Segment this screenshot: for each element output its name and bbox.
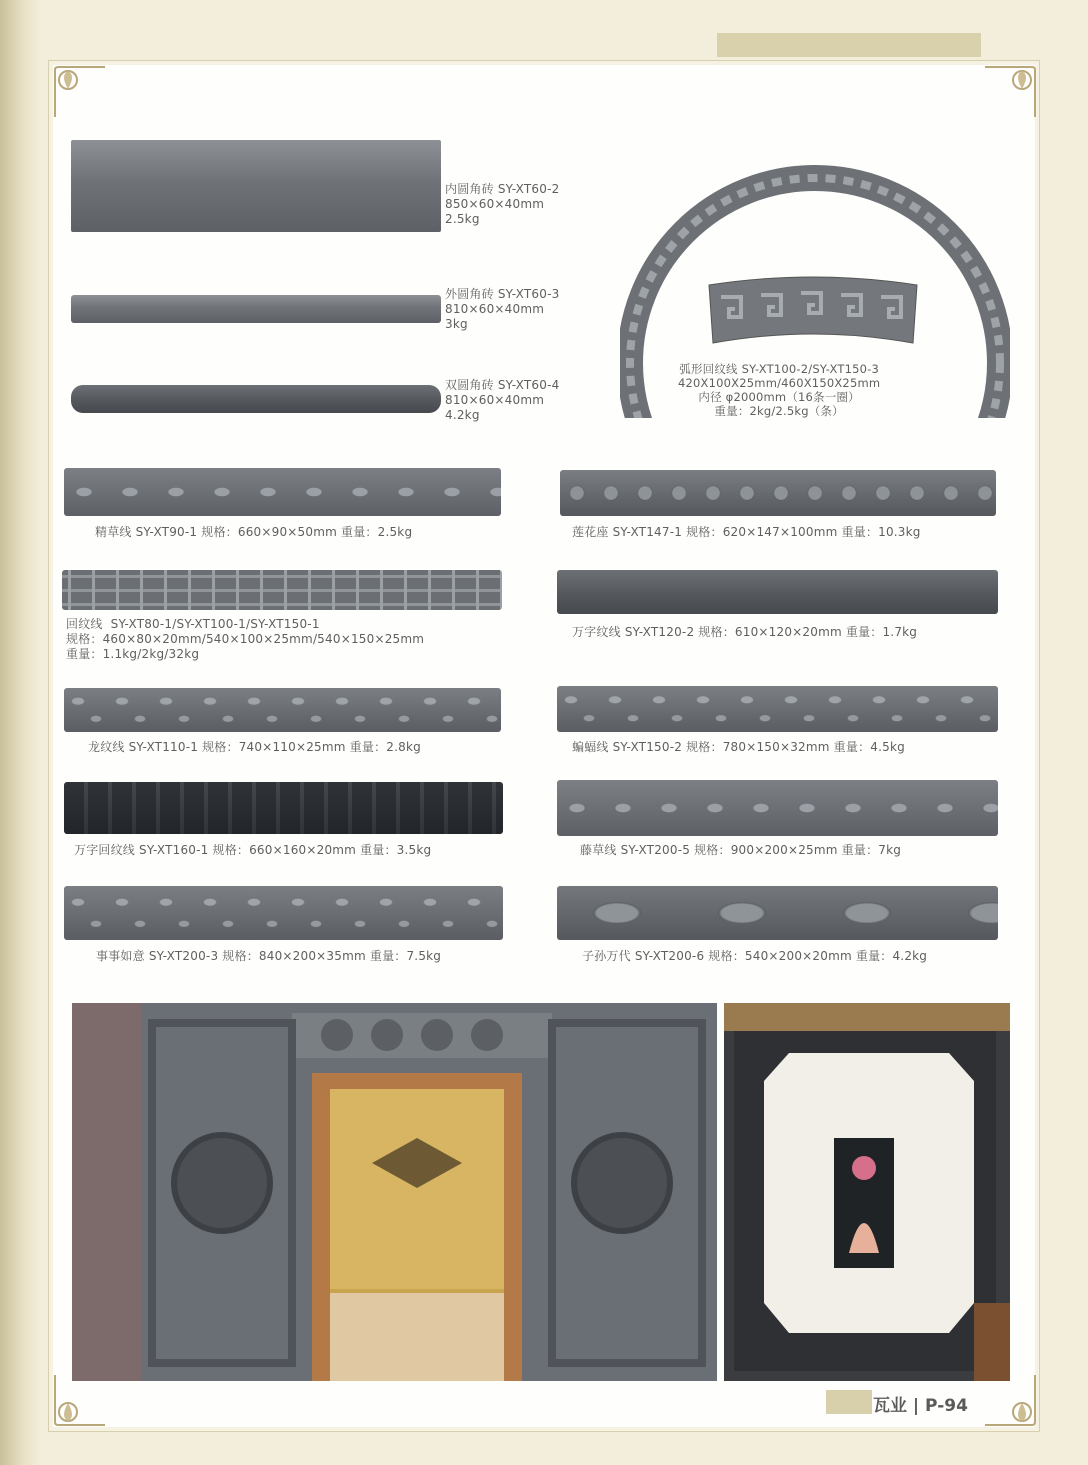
product-label-outer-round-brick: 外圆角砖 SY-XT60-3 810×60×40mm 3kg: [445, 287, 560, 331]
product-label-dragon-line: 龙纹线 SY-XT110-1 规格：740×110×25mm 重量：2.8kg: [88, 740, 421, 754]
product-image-lotus-base: [560, 470, 996, 516]
product-image-dragon-line: [64, 688, 501, 732]
product-label-double-round-brick: 双圆角砖 SY-XT60-4 810×60×40mm 4.2kg: [445, 378, 560, 422]
product-label-bat-line: 蝙蝠线 SY-XT150-2 规格：780×150×32mm 重量：4.5kg: [572, 740, 905, 754]
corner-ornament-icon: [980, 62, 1040, 122]
product-image-arc-fret-segment: [707, 275, 919, 345]
page-spine-shadow: [0, 0, 40, 1465]
product-image-fret-line: [62, 570, 502, 610]
product-label-vine-line: 藤草线 SY-XT200-5 规格：900×200×25mm 重量：7kg: [580, 843, 902, 857]
product-label-fret-line: 回纹线 SY-XT80-1/SY-XT100-1/SY-XT150-1 规格：460×80×20mm/540×100×25mm/540×150×25mm 重量：1.1kg/2kg/32kg: [66, 617, 425, 661]
product-label-ruyi-line: 事事如意 SY-XT200-3 规格：840×200×35mm 重量：7.5kg: [96, 949, 442, 963]
product-label-wan-pattern-line: 万字纹线 SY-XT120-2 规格：610×120×20mm 重量：1.7kg: [572, 625, 918, 639]
product-label-inner-round-brick: 内圆角砖 SY-XT60-2 850×60×40mm 2.5kg: [445, 182, 560, 226]
product-image-inner-round-brick: [71, 140, 441, 232]
corner-ornament-icon: [50, 62, 110, 122]
product-image-bat-line: [557, 686, 998, 732]
product-label-scroll-grass-line: 精草线 SY-XT90-1 规格：660×90×50mm 重量：2.5kg: [95, 525, 413, 539]
product-image-scroll-grass-line: [64, 468, 501, 516]
product-image-descendants-line: [557, 886, 998, 940]
footer-tag-block: [826, 1390, 872, 1414]
product-label-descendants-line: 子孙万代 SY-XT200-6 规格：540×200×20mm 重量：4.2kg: [582, 949, 928, 963]
product-image-swastika-fret-line: [64, 782, 503, 834]
header-tab-bar: [717, 33, 981, 57]
product-image-outer-round-brick: [71, 295, 441, 323]
product-image-double-round-brick: [71, 385, 441, 413]
installation-photo-wall-frame: [724, 1003, 1010, 1381]
product-image-ruyi-line: [64, 886, 503, 940]
product-image-wan-pattern-line: [557, 570, 998, 614]
page-number: 瓦业 | P-94: [873, 1396, 968, 1416]
product-image-vine-line: [557, 780, 998, 836]
product-label-arc-fret: 弧形回纹线 SY-XT100-2/SY-XT150-3 420X100X25mm/460X150X25mm 内径 φ2000mm（16条一圈） 重量：2kg/2.5kg（条）: [678, 362, 881, 418]
installation-photo-doorway: [72, 1003, 717, 1381]
product-label-swastika-fret-line: 万字回纹线 SY-XT160-1 规格：660×160×20mm 重量：3.5kg: [74, 843, 432, 857]
product-label-lotus-base: 莲花座 SY-XT147-1 规格：620×147×100mm 重量：10.3kg: [572, 525, 921, 539]
